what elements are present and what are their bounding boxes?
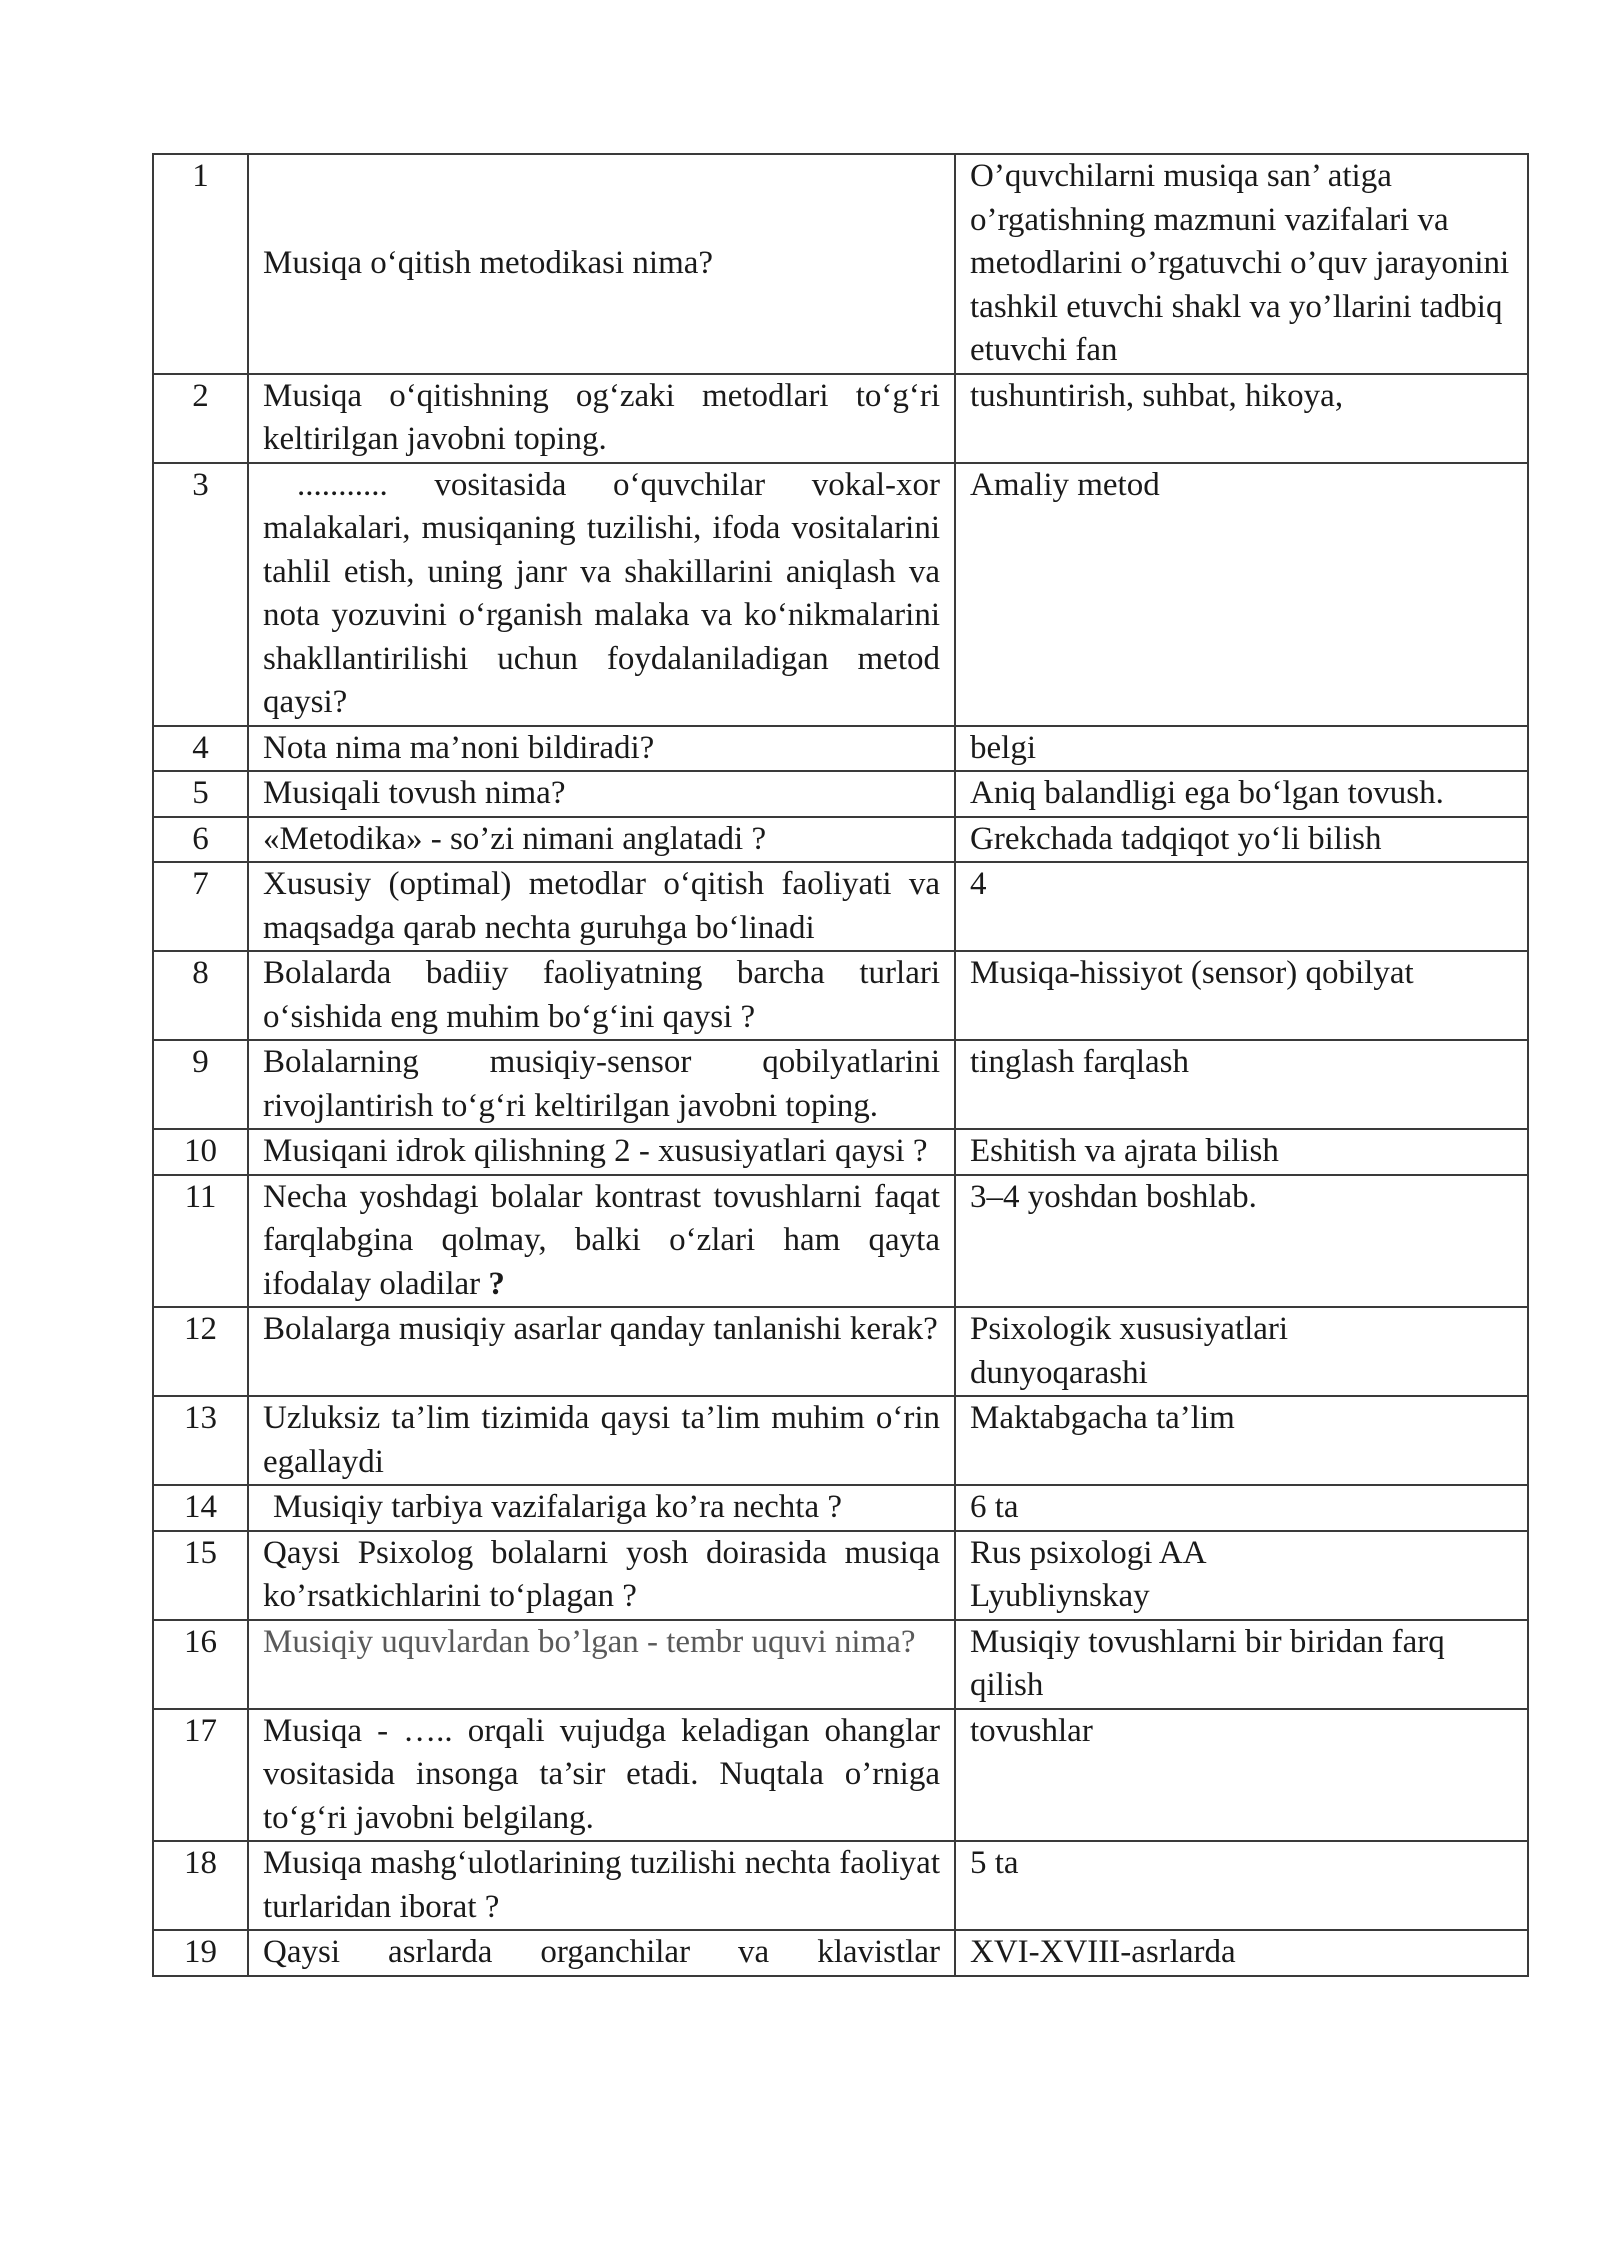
table-row bbox=[153, 951, 1528, 1040]
question-cell bbox=[248, 463, 955, 726]
question-cell: Bolalarda badiiy faoliyatning barcha turlari o‘sishida eng muhim bo‘g‘ini qaysi ? bbox=[248, 951, 955, 1040]
row-number: 5 bbox=[153, 771, 248, 817]
question-cell: Musiqiy uquvlardan bo’lgan - tembr uquvi nima? bbox=[248, 1620, 955, 1709]
question-cell: «Metodika» - so’zi nimani anglatadi ? bbox=[248, 817, 955, 863]
question-answer-table bbox=[152, 153, 1529, 1977]
table-row bbox=[153, 817, 1528, 863]
answer-cell: tushuntirish, suhbat, hikoya, bbox=[955, 374, 1528, 463]
row-number: 17 bbox=[153, 1709, 248, 1842]
row-number: 1 bbox=[153, 154, 248, 374]
answer-cell: Eshitish va ajrata bilish bbox=[955, 1129, 1528, 1175]
row-number: 16 bbox=[153, 1620, 248, 1709]
answer-cell: 6 ta bbox=[955, 1485, 1528, 1531]
question-cell: Musiqa - ….. orqali vujudga keladigan ohanglar vositasida insonga ta’sir etadi. Nuqtala o’rniga to‘g‘ri javobni belgilang. bbox=[248, 1709, 955, 1842]
table-row bbox=[153, 726, 1528, 772]
question-text: ........... vositasida o‘quvchilar vokal-xor malakalari, musiqaning tuzilishi, ifoda vositalarini tahlil etish, uning janr va shakillarini aniqlash va nota yozuvini o‘rganish malaka va ko‘nikmalarini shakllantirilishi uchun foydalaniladigan metod qaysi? bbox=[263, 466, 940, 720]
table-row bbox=[153, 1709, 1528, 1842]
answer-cell: Aniq balandligi ega bo‘lgan tovush. bbox=[955, 771, 1528, 817]
question-cell: Musiqani idrok qilishning 2 - xususiyatlari qaysi ? bbox=[248, 1129, 955, 1175]
row-number: 14 bbox=[153, 1485, 248, 1531]
row-number: 18 bbox=[153, 1841, 248, 1930]
answer-cell: Grekchada tadqiqot yo‘li bilish bbox=[955, 817, 1528, 863]
question-text: Necha yoshdagi bolalar kontrast tovushlarni faqat farqlabgina qolmay, balki o‘zlari ham qayta ifodalay oladilar bbox=[263, 1178, 940, 1302]
row-number: 19 bbox=[153, 1930, 248, 1976]
answer-cell: Maktabgacha ta’lim bbox=[955, 1396, 1528, 1485]
table-row bbox=[153, 1129, 1528, 1175]
answer-cell bbox=[955, 1531, 1528, 1620]
question-cell: Bolalarning musiqiy-sensor qobilyatlarini rivojlantirish to‘g‘ri keltirilgan javobni toping. bbox=[248, 1040, 955, 1129]
row-number: 3 bbox=[153, 463, 248, 726]
row-number: 12 bbox=[153, 1307, 248, 1396]
table-row bbox=[153, 1841, 1528, 1930]
row-number: 7 bbox=[153, 862, 248, 951]
answer-cell: Amaliy metod bbox=[955, 463, 1528, 726]
table-row bbox=[153, 1307, 1528, 1396]
row-number: 8 bbox=[153, 951, 248, 1040]
question-cell: Nota nima ma’noni bildiradi? bbox=[248, 726, 955, 772]
table-row bbox=[153, 1930, 1528, 1976]
table-row bbox=[153, 1396, 1528, 1485]
answer-cell: 3–4 yoshdan boshlab. bbox=[955, 1175, 1528, 1308]
table-row bbox=[153, 154, 1528, 374]
question-cell: Bolalarga musiqiy asarlar qanday tanlanishi kerak? bbox=[248, 1307, 955, 1396]
question-mark: ? bbox=[488, 1265, 505, 1302]
answer-text: Rus psixologi AA Lyubliynskay bbox=[970, 1534, 1205, 1614]
row-number: 6 bbox=[153, 817, 248, 863]
question-cell: Qaysi Psixolog bolalarni yosh doirasida musiqa ko’rsatkichlarini to‘plagan ? bbox=[248, 1531, 955, 1620]
answer-cell: tinglash farqlash bbox=[955, 1040, 1528, 1129]
answer-cell: tovushlar bbox=[955, 1709, 1528, 1842]
question-text: Qaysi asrlarda organchilar va klavistlar bbox=[263, 1934, 940, 1970]
answer-cell bbox=[955, 1307, 1528, 1396]
answer-cell: Musiqa-hissiyot (sensor) qobilyat bbox=[955, 951, 1528, 1040]
row-number: 10 bbox=[153, 1129, 248, 1175]
answer-cell: belgi bbox=[955, 726, 1528, 772]
question-cell: Musiqa o‘qitishning og‘zaki metodlari to‘g‘ri keltirilgan javobni toping. bbox=[248, 374, 955, 463]
question-cell bbox=[248, 1930, 955, 1976]
question-cell: Xususiy (optimal) metodlar o‘qitish faoliyati va maqsadga qarab nechta guruhga bo‘linadi bbox=[248, 862, 955, 951]
table-row bbox=[153, 463, 1528, 726]
table-row bbox=[153, 374, 1528, 463]
answer-cell: Musiqiy tovushlarni bir biridan farq qilish bbox=[955, 1620, 1528, 1709]
answer-cell: O’quvchilarni musiqa san’ atiga o’rgatishning mazmuni vazifalari va metodlarini o’rgatuvchi o’quv jarayonini tashkil etuvchi shakl va yo’llarini tadbiq etuvchi fan bbox=[955, 154, 1528, 374]
question-cell bbox=[248, 1175, 955, 1308]
table-row bbox=[153, 1040, 1528, 1129]
question-cell: Musiqali tovush nima? bbox=[248, 771, 955, 817]
question-text: Musiqiy tarbiya vazifalariga ko’ra nechta ? bbox=[273, 1489, 842, 1525]
table-row bbox=[153, 1485, 1528, 1531]
answer-cell: 4 bbox=[955, 862, 1528, 951]
row-number: 9 bbox=[153, 1040, 248, 1129]
row-number: 2 bbox=[153, 374, 248, 463]
table-row bbox=[153, 1175, 1528, 1308]
row-number: 13 bbox=[153, 1396, 248, 1485]
question-cell: Uzluksiz ta’lim tizimida qaysi ta’lim muhim o‘rin egallaydi bbox=[248, 1396, 955, 1485]
answer-cell: XVI-XVIII-asrlarda bbox=[955, 1930, 1528, 1976]
table-row bbox=[153, 771, 1528, 817]
row-number: 4 bbox=[153, 726, 248, 772]
answer-text: Psixologik xususiyatlari dunyoqarashi bbox=[970, 1311, 1289, 1391]
question-cell: Musiqa mashg‘ulotlarining tuzilishi nechta faoliyat turlaridan iborat ? bbox=[248, 1841, 955, 1930]
table-row bbox=[153, 1620, 1528, 1709]
table-row bbox=[153, 862, 1528, 951]
row-number: 15 bbox=[153, 1531, 248, 1620]
question-cell bbox=[248, 1485, 955, 1531]
row-number: 11 bbox=[153, 1175, 248, 1308]
question-cell: Musiqa o‘qitish metodikasi nima? bbox=[248, 154, 955, 374]
table-row bbox=[153, 1531, 1528, 1620]
answer-cell: 5 ta bbox=[955, 1841, 1528, 1930]
